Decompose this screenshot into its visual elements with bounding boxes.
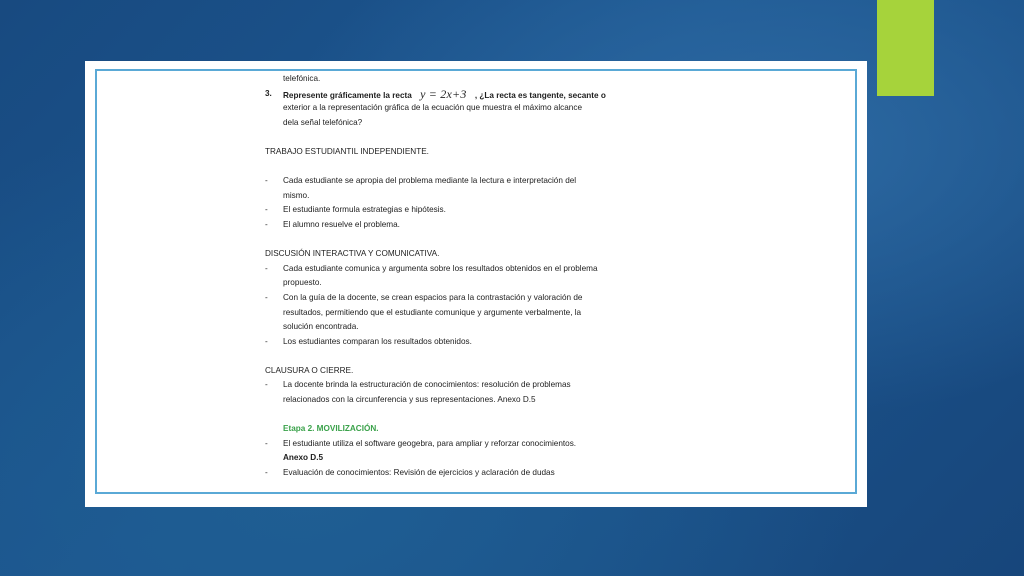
list-marker: - xyxy=(265,205,268,215)
list-marker: - xyxy=(265,438,268,448)
section-heading-closure: CLAUSURA O CIERRE. xyxy=(265,365,354,375)
section-heading-interactive-discussion: DISCUSIÓN INTERACTIVA Y COMUNICATIVA. xyxy=(265,249,440,259)
item-number: 3. xyxy=(265,88,272,98)
intro-line: telefónica. xyxy=(283,74,321,83)
list-item-text: Cada estudiante se apropia del problema mediante la lectura e interpretación del xyxy=(283,176,577,186)
list-item-text: Evaluación de conocimientos: Revisión de ejercicios y aclaración de dudas xyxy=(283,468,555,478)
list-item-text: solución encontrada. xyxy=(283,322,359,332)
list-item-text: relacionados con la circunferencia y sus representaciones. Anexo D.5 xyxy=(283,395,536,405)
document-image xyxy=(85,61,867,507)
section-heading-independent-work: TRABAJO ESTUDIANTIL INDEPENDIENTE. xyxy=(265,146,429,156)
item3-line1-after: , ¿La recta es tangente, secante o xyxy=(474,90,606,100)
list-item xyxy=(265,203,725,218)
list-marker: - xyxy=(265,176,268,186)
list-item-text: propuesto. xyxy=(283,278,322,288)
list-item xyxy=(265,437,725,466)
item3-line1-before: Represente gráficamente la recta xyxy=(283,90,412,100)
list-item-text: mismo. xyxy=(283,190,310,200)
list-item-text: Los estudiantes comparan los resultados obtenidos. xyxy=(283,336,472,346)
accent-bar xyxy=(877,0,934,96)
document-content xyxy=(265,72,725,481)
formula: y = 2x+3 xyxy=(420,86,467,101)
list-item xyxy=(265,218,725,233)
list-marker: - xyxy=(265,219,268,229)
numbered-item-3 xyxy=(265,87,725,131)
list-item-text: resultados, permitiendo que el estudiante comunique y argumente verbalmente, la xyxy=(283,307,582,317)
list-item-text: El estudiante formula estrategias e hipótesis. xyxy=(283,205,446,215)
list-marker: - xyxy=(265,468,268,478)
list-item xyxy=(265,378,725,407)
list-item xyxy=(265,291,725,335)
list-item xyxy=(265,174,725,203)
item3-line2: exterior a la representación gráfica de la ecuación que muestra el máximo alcance xyxy=(283,103,583,113)
list-item xyxy=(265,335,725,350)
stage-title: Etapa 2. MOVILIZACIÓN. xyxy=(283,424,379,434)
list-item-text: La docente brinda la estructuración de conocimientos: resolución de problemas xyxy=(283,380,571,390)
list-item xyxy=(265,262,725,291)
list-item-text: Con la guía de la docente, se crean espacios para la contrastación y valoración de xyxy=(283,292,583,302)
list-item xyxy=(265,466,725,481)
list-item-text: El estudiante utiliza el software geogebra, para ampliar y reforzar conocimientos. xyxy=(283,438,577,448)
list-marker: - xyxy=(265,263,268,273)
list-marker: - xyxy=(265,292,268,302)
item3-line3: dela señal telefónica? xyxy=(283,117,363,127)
list-item-text: Cada estudiante comunica y argumenta sobre los resultados obtenidos en el problema xyxy=(283,263,598,273)
list-item-text: El alumno resuelve el problema. xyxy=(283,219,400,229)
list-item-text: Anexo D.5 xyxy=(283,453,324,463)
list-marker: - xyxy=(265,380,268,390)
list-marker: - xyxy=(265,336,268,346)
